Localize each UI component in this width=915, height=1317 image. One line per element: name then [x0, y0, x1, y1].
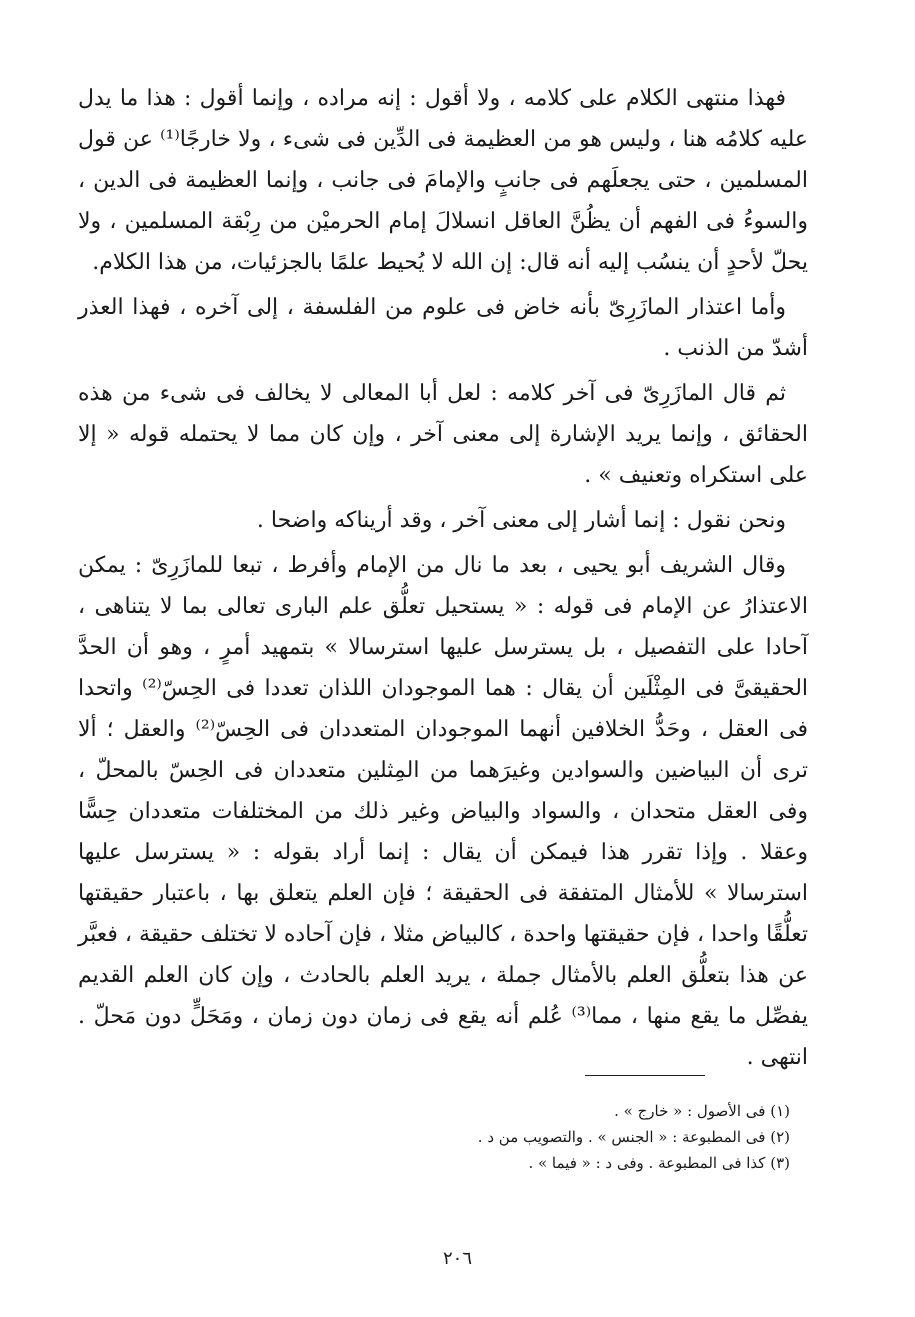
paragraph-4: ونحن نقول : إنما أشار إلى معنى آخر ، وقد أريناكه واضحا .: [256, 508, 786, 533]
page-number: ٢٠٦: [442, 1248, 472, 1269]
main-text: [78, 78, 808, 1082]
footnote-divider: [585, 1075, 705, 1076]
paragraph-1: فهذا منتهى الكلام على كلامه ، ولا أقول : إنه مراده ، وإنما أقول : هذا ما يدل عليه كلامُه هنا ، وليس هو من العظيمة فى الدِّين فى شىء ، ولا خارجًا⁽¹⁾ عن قول المسلمين ، حتى يجعلَهم فى جانبٍ والإمامَ فى جانب ، وإنما العظيمة فى الدين ، والسوءُ فى الفهم أن يظُنَّ العاقل انسلالَ إمام الحرميْن من رِبْقة المسلمين ، ولا يحلّ لأحدٍ أن ينسُب إليه أنه قال: إن الله لا يُحيط علمًا بالجزئيات، من هذا الكلام.: [78, 86, 808, 275]
footnote-1: (١) فى الأصول : « خارج » .: [614, 1102, 790, 1120]
paragraph-3: ثم قال المازَرِىّ فى آخر كلامه : لعل أبا المعالى لا يخالف فى شىء من هذه الحقائق ، وإنما يريد الإشارة إلى معنى آخر ، وإن كان مما لا يحتمله قوله « إلا على استكراه وتعنيف » .: [78, 381, 808, 488]
footnotes: [250, 1098, 790, 1176]
paragraph-2: وأما اعتذار المازَرِىّ بأنه خاض فى علوم من الفلسفة ، إلى آخره ، فهذا العذر أشدّ من الذنب .: [78, 295, 808, 361]
paragraph-5: وقال الشريف أبو يحيى ، بعد ما نال من الإمام وأفرط ، تبعا للمازَرِىّ : يمكن الاعتذارُ عن الإمام فى قوله : « يستحيل تعلُّق علم البارى تعالى بما لا يتناهى ، آحادا على التفصيل ، بل يسترسل عليها استرسالا » بتمهيد أمرٍ ، وهو أن الحدَّ الحقيقىَّ فى المِثْلَين أن يقال : هما الموجودان اللذان تعددا فى الحِسّ⁽²⁾ واتحدا فى العقل ، وحَدُّ الخلافين أنهما الموجودان المتعددان فى الحِسّ⁽²⁾ والعقل ؛ ألا ترى أن البياضين والسوادين وغيرَهما من المِثلين متعددان فى الحِسّ بالمحلّ ، وفى العقل متحدان ، والسواد والبياض وغير ذلك من المختلفات متعددان حِسًّا وعقلا . وإذا تقرر هذا فيمكن أن يقال : إنما أراد بقوله : « يسترسل عليها استرسالا » للأمثال المتفقة فى الحقيقة ؛ فإن العلم يتعلق بها ، باعتبار حقيقتها تعلُّقًا واحدا ، فإن حقيقتها واحدة ، كالبياض مثلا ، فإن آحاده لا تختلف حقيقة ، فعبَّر عن هذا بتعلُّق العلم بالأمثال جملة ، يريد العلم بالحادث ، وإن كان العلم القديم يفصِّل ما يقع منها ، مما⁽³⁾ عُلم أنه يقع فى زمان دون زمان ، ومَحَلٍّ دون مَحلّ . انتهى .: [78, 553, 809, 1070]
footnote-2: (٢) فى المطبوعة : « الجنس » . والتصويب من د .: [477, 1128, 790, 1146]
footnote-3: (٣) كذا فى المطبوعة . وفى د : « فيما » .: [528, 1154, 790, 1172]
